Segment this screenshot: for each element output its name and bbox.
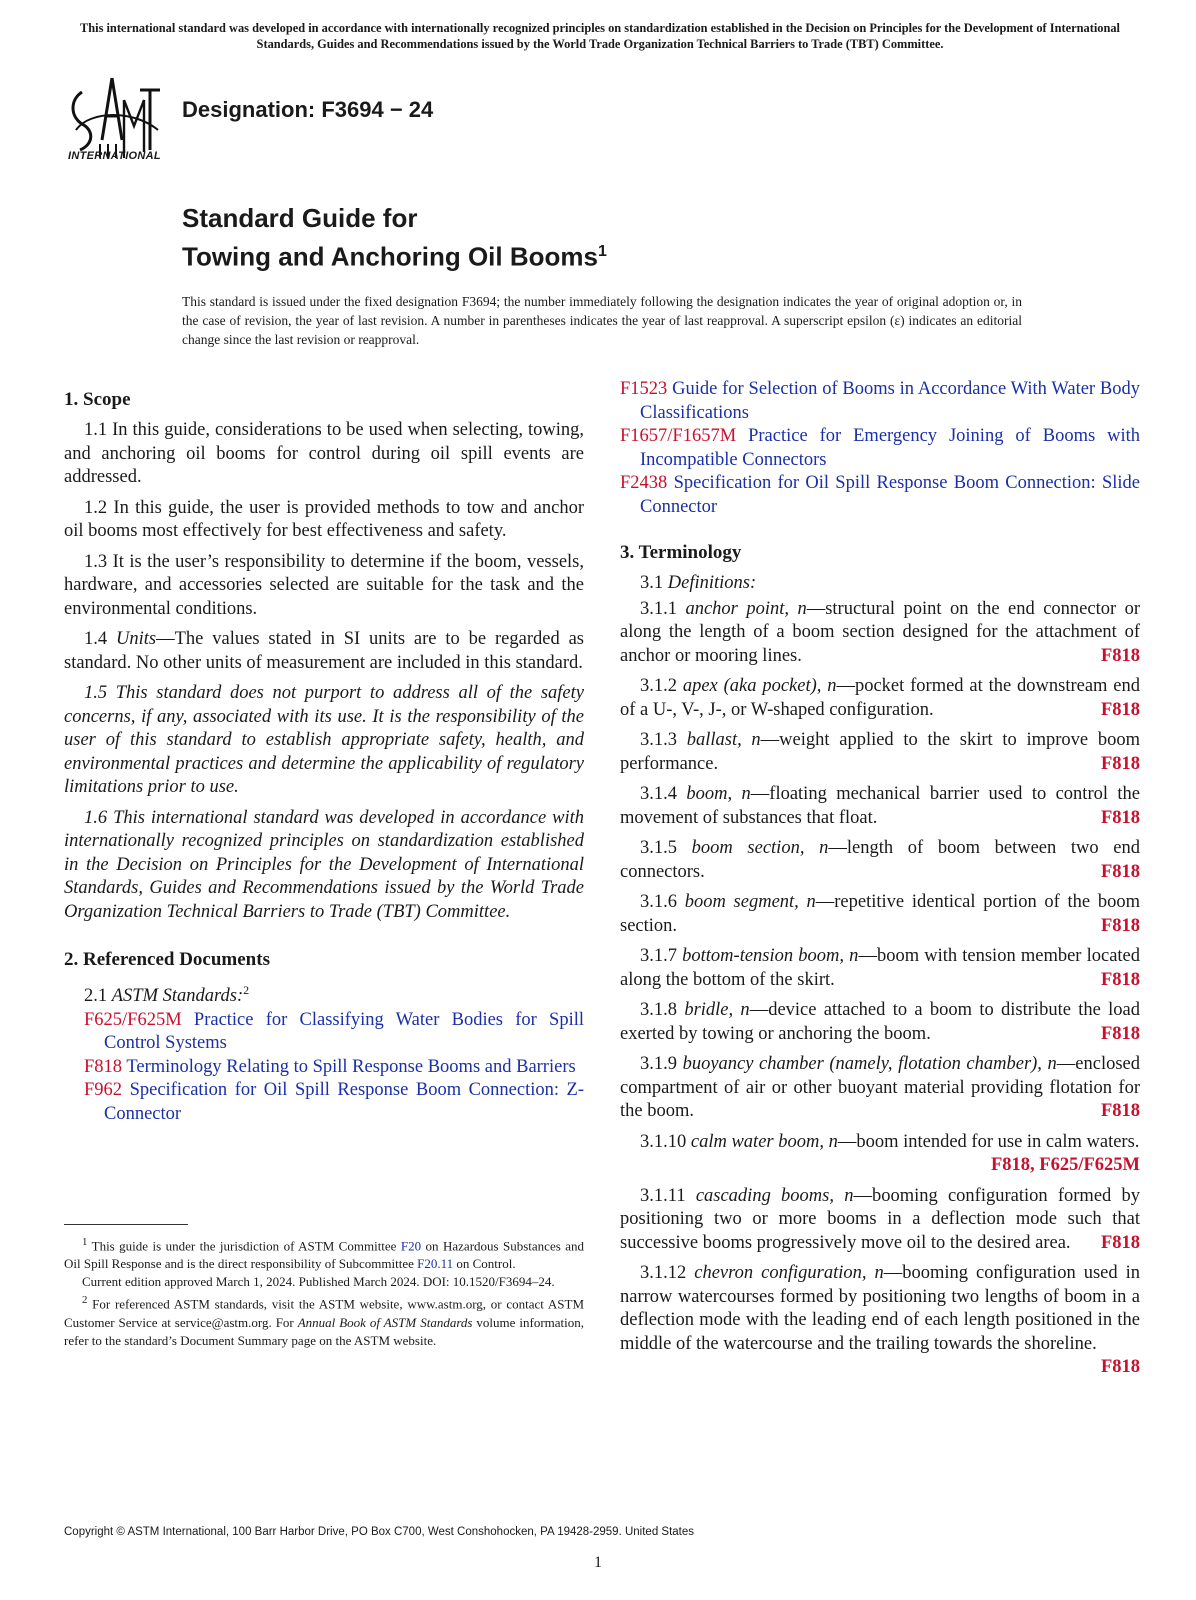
left-column [64,388,584,1126]
reference-title[interactable]: Terminology Relating to Spill Response Booms and Barriers [126,1056,576,1077]
footnote-2-mark: 2 [82,1294,88,1307]
section-heading-referenced-documents: 2. Referenced Documents [64,949,270,970]
reference-code[interactable]: F818 [84,1056,123,1077]
footnotes [64,1233,584,1350]
footnote-2-text-a: For referenced ASTM standards, visit the ASTM website, www.astm.org, or contact ASTM Customer Service at service@astm.org. For [64,1296,584,1330]
definition-item [620,1185,1140,1256]
definition-term: boom section, n [691,838,829,858]
logo-text: INTERNATIONAL [68,150,161,162]
definition-number: 3.1.11 [640,1185,686,1206]
definitions-label [620,572,1140,596]
definition-text: —boom with tension member located along the bottom of the skirt. [620,946,1141,990]
footnote-1 [64,1233,584,1273]
copyright: Copyright © ASTM International, 100 Barr Harbor Drive, PO Box C700, West Conshohocken, PA 19428-2959. United States [64,1526,695,1538]
paragraph-1-4-text: —The values stated in SI units are to be regarded as standard. No other units of measurement are included in this standard. [64,629,585,673]
footnote-1-text-a: This guide is under the jurisdiction of ASTM Committee [91,1238,401,1254]
top-notice: This international standard was developed in accordance with internationally recognized principles on standardization established in the Decision on Principles for the Development of International Standards, Guides and Recommendations issued by the World Trade Organization Technical Barriers to Trade (TBT) Committee. [79,21,1121,51]
reference-item[interactable] [620,425,1140,472]
definition-text: —enclosed compartment of air or other buoyant material providing flotation for the boom. [620,1054,1141,1121]
reference-code[interactable]: F2438 [620,473,668,493]
definition-text: —booming configuration used in narrow watercourses formed by positioning two lengths of boom in a deflection mode with the leading end of each length positioned in the middle of the watercourse and the trailing towards the shoreline. [620,1263,1140,1354]
definition-number: 3.1.12 [640,1263,687,1283]
definition-source-link[interactable]: F818 [1100,1232,1140,1253]
definition-source-link[interactable]: F818 [1100,969,1140,990]
definition-item [620,891,1140,938]
reference-title[interactable]: Guide for Selection of Booms in Accordance With Water Body Classifications [640,379,1140,423]
paragraph-1-3: 1.3 It is the user’s responsibility to determine if the boom, vessels, hardware, and accessories selected are suitable for the task and the environmental conditions. [64,551,584,619]
definition-source-link[interactable]: F818 [1100,807,1140,828]
footnote-2-italic: Annual Book of ASTM Standards [297,1314,473,1330]
reference-code[interactable]: F1523 [620,379,668,399]
page-number: 1 [594,1554,602,1571]
definition-item [620,999,1140,1046]
paragraph-1-6: 1.6 This international standard was developed in accordance with internationally recognized principles on standardization established in the Decision on Principles for the Development of International Standards, Guides and Recommendations issued by the World Trade Organization Technical Barriers to Trade (TBT) Committee. [64,807,584,922]
definition-number: 3.1.6 [640,892,677,912]
title-line-1: Standard Guide for [182,203,418,233]
definition-term: calm water boom, n [690,1131,838,1152]
subcommittee-link[interactable]: F20.11 [417,1256,454,1272]
footnote-1-text-b: on Hazardous Substances and Oil Spill Response and is the direct responsibility of Subcommittee [64,1238,584,1272]
astm-standards-label [64,979,584,1009]
reference-title[interactable]: Specification for Oil Spill Response Boom Connection: Slide Connector [640,473,1141,517]
astm-standards-text: ASTM Standards: [111,986,244,1007]
definition-source-link[interactable]: F818 [1100,861,1140,882]
issue-note: This standard is issued under the fixed designation F3694; the number immediately following the designation indicates the year of original adoption or, in the case of revision, the year of last revision. A number in parentheses indicates the year of last reapproval. A superscript epsilon (ε) indicates an editorial change since the last revision or reapproval. [182,294,1022,347]
definition-source-link[interactable]: F818 [1100,645,1140,666]
designation: Designation: F3694 − 24 [182,97,434,122]
definition-term: boom, n [686,784,751,804]
definition-term: ballast, n [686,730,761,750]
reference-code[interactable]: F1657/F1657M [620,426,737,446]
definition-number: 3.1.1 [640,598,677,619]
title-footnote-mark: 1 [597,243,607,260]
definition-item [620,675,1140,722]
definition-term: bridle, n [684,1000,750,1020]
document-title [182,202,607,274]
definition-item [620,729,1140,776]
definition-source-link[interactable]: F818 [1100,699,1140,720]
definition-item [620,945,1140,992]
footnote-2-text-b: volume information, refer to the standard’s Document Summary page on the ASTM website. [64,1314,585,1348]
footnote-divider [64,1224,188,1225]
definition-source-link[interactable]: F818 [1100,915,1140,936]
definition-number: 3.1.10 [640,1131,687,1152]
footnote-1-text-c: on Control. [453,1256,516,1272]
reference-title[interactable]: Practice for Emergency Joining of Booms with Incompatible Connectors [640,426,1140,470]
definition-term: bottom-tension boom, n [682,946,859,966]
paragraph-1-1: 1.1 In this guide, considerations to be used when selecting, towing, and anchoring oil booms for control during oil spill events are addressed. [64,420,584,487]
reference-item[interactable] [84,1056,584,1080]
committee-link[interactable]: F20 [400,1238,422,1254]
definition-text: —length of boom between two end connectors. [620,838,1141,882]
paragraph-1-5: 1.5 This standard does not purport to address all of the safety concerns, if any, associated with its use. It is the responsibility of the user of this standard to establish appropriate safety, health, and environmental practices and determine the applicability of regulatory limitations prior to use. [64,683,584,797]
definition-number: 3.1.5 [640,838,677,858]
definition-item [620,598,1140,669]
title-line-2 [182,235,607,274]
definition-source-link[interactable]: F818 [1100,753,1140,774]
section-heading-scope: 1. Scope [64,389,131,410]
definition-item [620,1053,1140,1124]
paragraph-1-2: 1.2 In this guide, the user is provided methods to tow and anchor oil booms most effectively for best effectiveness and safety. [64,497,584,541]
definition-number: 3.1.4 [640,784,677,804]
definition-number: 3.1.3 [640,730,677,750]
definition-term: cascading booms, n [695,1185,854,1206]
definition-text: —device attached to a boom to distribute the load exerted by towing or anchoring the boom. [620,1000,1140,1044]
reference-item[interactable] [620,378,1140,425]
paragraph-1-4 [64,628,584,675]
astm-standards-mark: 2 [243,983,250,997]
paragraph-1-4-num: 1.4 [84,629,108,649]
astm-standards-num: 2.1 [84,986,108,1007]
definition-text: —boom intended for use in calm waters. [837,1131,1140,1152]
footnote-2 [64,1291,584,1349]
definition-text: —pocket formed at the downstream end of a U-, V-, J-, or W-shaped configuration. [620,676,1140,720]
reference-item[interactable] [84,1009,584,1056]
definition-number: 3.1.7 [640,946,677,966]
right-column [620,378,1140,1387]
footnote-1-mark: 1 [82,1236,88,1248]
definition-source-link[interactable]: F818 [1100,1357,1140,1377]
definition-term: chevron configuration, n [694,1263,884,1283]
definition-text: —booming configuration formed by positioning two or more booms in a deflection mode such that successive booms progressively move oil to the desired area. [620,1185,1141,1253]
reference-item[interactable] [620,472,1140,519]
definition-number: 3.1.8 [640,1000,677,1020]
definition-text: —weight applied to the skirt to improve boom performance. [620,730,1140,774]
reference-code[interactable]: F625/F625M [84,1009,182,1030]
title-main: Towing and Anchoring Oil Booms [182,241,598,272]
reference-list [84,1009,584,1127]
definition-item [620,1131,1140,1178]
definition-item [620,1262,1140,1380]
definition-source-link[interactable]: F818 [1100,1023,1140,1044]
definition-term: apex (aka pocket), n [682,676,837,696]
footnote-1-edition: Current edition approved March 1, 2024. Published March 2024. DOI: 10.1520/F3694–24. [82,1274,555,1290]
definitions-num: 3.1 [640,573,664,593]
definitions-text: Definitions: [667,573,757,593]
definition-term: buoyancy chamber (namely, flotation chamber), n [682,1054,1057,1074]
definition-item [620,837,1140,884]
definition-source-link[interactable]: F818 [1100,1101,1140,1121]
definition-term: boom segment, n [684,892,816,912]
definition-source-link[interactable]: F818, F625/F625M [990,1155,1140,1175]
definition-number: 3.1.2 [640,676,677,696]
definition-text: —structural point on the end connector or along the length of a boom section designed for the attachment of anchor or mooring lines. [620,598,1140,666]
reference-title[interactable]: Practice for Classifying Water Bodies for Spill Control Systems [104,1009,584,1054]
definition-text: —floating mechanical barrier used to control the movement of substances that float. [620,784,1140,828]
definition-item [620,783,1140,830]
definition-term: anchor point, n [685,598,807,619]
definition-text: —repetitive identical portion of the boom section. [620,892,1140,936]
reference-item[interactable] [84,1079,584,1126]
reference-list-continued [620,378,1140,519]
paragraph-1-4-term: Units [116,629,157,649]
reference-code[interactable]: F962 [84,1080,123,1101]
definition-number: 3.1.9 [640,1054,677,1074]
section-heading-terminology: 3. Terminology [620,542,742,563]
reference-title[interactable]: Specification for Oil Spill Response Boom Connection: Z-Connector [104,1080,585,1124]
